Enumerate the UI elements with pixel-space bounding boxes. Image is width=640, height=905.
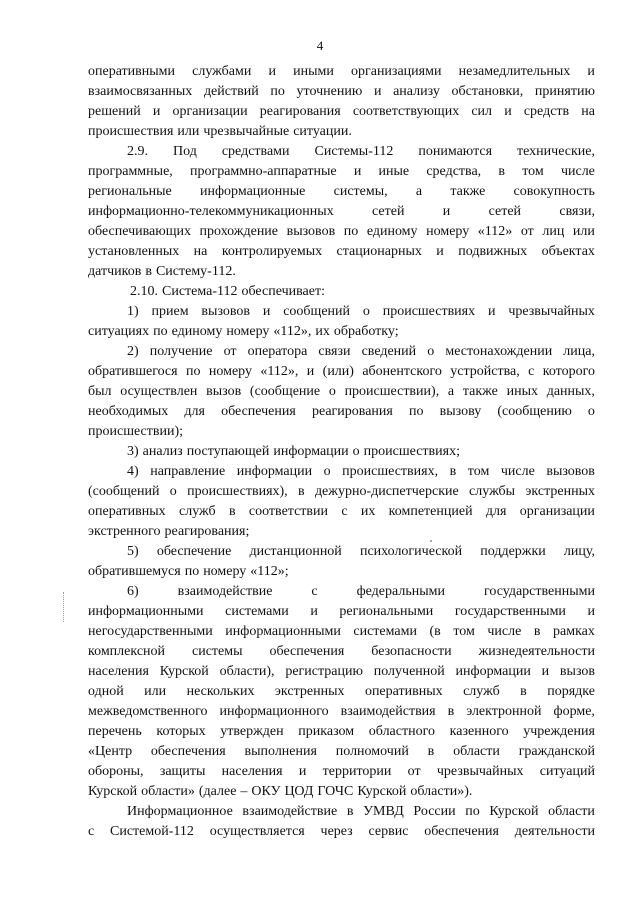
text-line: был осуществлен вызов (сообщение о происшествии), а также иных данных, — [88, 384, 595, 399]
paragraph-p-info — [88, 802, 595, 842]
text-line: 2.10. Система-112 обеспечивает: — [130, 284, 325, 299]
text-line: комплексной системы обеспечения безопасности жизнедеятельности — [88, 644, 595, 659]
paragraph-p-item-3 — [88, 442, 595, 462]
page-number: 4 — [316, 38, 324, 53]
text-line: 3) анализ поступающей информации о происшествиях; — [127, 444, 460, 459]
text-line: 5) обеспечение дистанционной психологической поддержки лицу, — [127, 544, 595, 559]
text-line: экстренного реагирования; — [88, 524, 250, 539]
text-line: решений и организации реагирования соответствующих сил и средств на — [88, 104, 595, 119]
text-line: 1) прием вызовов и сообщений о происшествиях и чрезвычайных — [127, 304, 595, 319]
text-line: происшествии); — [88, 424, 184, 439]
text-line: межведомственного информационного взаимодействия в электронной форме, — [88, 704, 595, 719]
text-line: 2) получение от оператора связи сведений о местонахождении лица, — [127, 344, 595, 359]
paragraph-p-item-1 — [88, 302, 595, 342]
text-line: программные, программно-аппаратные и иные средства, в том числе — [88, 164, 595, 179]
text-line: 2.9. Под средствами Системы-112 понимаются технические, — [127, 144, 595, 159]
paragraph-p-item-2 — [88, 342, 595, 442]
text-line: негосударственными информационными системами (в том числе в рамках — [88, 624, 595, 639]
text-line: обеспечивающих прохождение вызовов по единому номеру «112» от лиц или — [88, 224, 595, 239]
paragraph-p-item-5 — [88, 542, 595, 582]
text-line: ситуациях по единому номеру «112», их обработку; — [88, 324, 399, 339]
text-line: взаимосвязанных действий по уточнению и анализу обстановки, принятию — [88, 84, 595, 99]
text-line: Курской области» (далее – ОКУ ЦОД ГОЧС Курской области»). — [88, 784, 473, 799]
text-line: происшествия или чрезвычайные ситуации. — [88, 124, 352, 139]
text-line: оперативными службами и иными организациями незамедлительных и — [88, 64, 595, 79]
text-line: обороны, защиты населения и территории от чрезвычайных ситуаций — [88, 764, 595, 779]
paragraph-p-2-10 — [88, 282, 595, 302]
text-line: обратившегося по номеру «112», и (или) абонентского устройства, с которого — [88, 364, 595, 379]
text-line: оперативных служб в соответствии с их компетенцией для организации — [88, 504, 595, 519]
text-line: населения Курской области), регистрацию полученной информации и вызов — [88, 664, 595, 679]
text-line: 6) взаимодействие с федеральными государственными — [127, 584, 595, 599]
paragraph-p-item-4 — [88, 462, 595, 542]
text-line: одной или нескольких экстренных оперативных служб в порядке — [88, 684, 595, 699]
text-line: Информационное взаимодействие в УМВД России по Курской области — [127, 804, 595, 819]
text-line: обратившемуся по номеру «112»; — [88, 564, 289, 579]
text-line: датчиков в Систему-112. — [88, 264, 236, 279]
text-line: (сообщений о происшествиях), в дежурно-диспетчерские службы экстренных — [88, 484, 595, 499]
paragraph-p-item-6 — [88, 582, 595, 802]
paragraph-p-cont — [88, 62, 595, 142]
text-line: информационно-телекоммуникационных сетей и сетей связи, — [88, 204, 595, 219]
text-line: 4) направление информации о происшествиях, в том числе вызовов — [127, 464, 595, 479]
text-line: перечень которых утвержден приказом областного казенного учреждения — [88, 724, 595, 739]
text-line: установленных на контролируемых стационарных и подвижных объектах — [88, 244, 595, 259]
margin-mark — [63, 592, 65, 622]
document-body — [88, 62, 595, 842]
text-line: региональные информационные системы, а также совокупность — [88, 184, 595, 199]
text-line: с Системой-112 осуществляется через сервис обеспечения деятельности — [88, 824, 595, 839]
text-line: информационными системами и региональными государственными и — [88, 604, 595, 619]
text-line: «Центр обеспечения выполнения полномочий в области гражданской — [88, 744, 595, 759]
text-line: необходимых для обеспечения реагирования по вызову (сообщению о — [88, 404, 595, 419]
paragraph-p-2-9 — [88, 142, 595, 282]
